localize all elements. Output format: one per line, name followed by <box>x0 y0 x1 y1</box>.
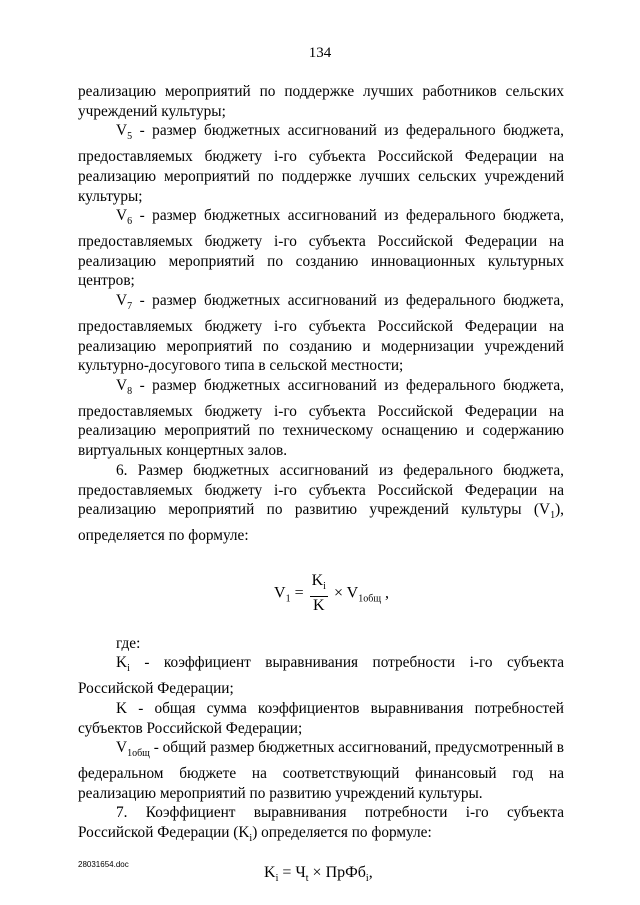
formula-lhs: K <box>264 863 276 881</box>
fraction <box>310 572 328 615</box>
numerator-symbol: K <box>311 571 324 589</box>
symbol-k: K <box>116 654 128 672</box>
subscript: i <box>323 580 326 592</box>
definition-text: - коэффициент выравнивания потребности i-го субъекта Российской Федерации; <box>78 654 564 698</box>
paragraph-text: - размер бюджетных ассигнований из федерального бюджета, предоставляемых бюджету i-го субъекта Российской Федерации на реализацию мероприятий по созданию и модернизации учреждений культурно-досугового типа в сельской местности; <box>78 292 564 375</box>
paragraph-text: 6. Размер бюджетных ассигнований из федерального бюджета, предоставляемых бюджету i-го субъекта Российской Федерации на реализацию мероприятий по развитию учреждений культуры (V <box>78 461 564 519</box>
paragraph-item-7 <box>78 803 564 848</box>
fraction-denominator: K <box>312 596 325 614</box>
symbol-v: V <box>116 292 128 310</box>
formula-equals: = <box>290 583 308 601</box>
definition-ki <box>78 653 564 698</box>
subscript: i <box>249 833 253 845</box>
symbol-v: V <box>116 739 128 757</box>
paragraph-v6 <box>78 206 564 291</box>
formula-tail: , <box>368 863 373 881</box>
subscript: 1 <box>550 510 556 522</box>
subscript: 7 <box>127 301 133 313</box>
paragraph-v5 <box>78 121 564 206</box>
subscript: i <box>275 873 279 885</box>
symbol-v: V <box>116 376 128 394</box>
subscript: 5 <box>127 131 133 143</box>
symbol-v: V <box>116 122 128 140</box>
paragraph-text: ) определяется по формуле: <box>252 824 432 842</box>
formula-rest: × ПрФб <box>308 863 366 881</box>
definition-v1obsh <box>78 738 564 803</box>
subscript: 1 <box>285 593 291 605</box>
where-label: где: <box>116 634 141 652</box>
subscript: 8 <box>127 386 133 398</box>
definition-text: - общий размер бюджетных ассигнований, предусмотренный в федеральном бюджете на соответствующий финансовый год на реализацию мероприятий по развитию учреждений культуры. <box>78 739 564 802</box>
formula-times: × V <box>329 583 359 601</box>
subscript: t <box>305 873 309 885</box>
formula-lhs: V <box>274 583 286 601</box>
formula-expression <box>264 863 373 889</box>
subscript: i <box>365 873 369 885</box>
definition-k: K - общая сумма коэффициентов выравнивания потребностей субъектов Российской Федерации; <box>78 699 564 737</box>
subscript: i <box>127 663 130 675</box>
footer-filename: 28031654.doc <box>78 860 129 869</box>
paragraph-text: - размер бюджетных ассигнований из федерального бюджета, предоставляемых бюджету i-го субъекта Российской Федерации на реализацию мероприятий по техническому оснащению и содержанию виртуальных концертных залов. <box>78 376 564 460</box>
subscript: 1общ <box>358 593 382 605</box>
formula-v1 <box>78 546 564 634</box>
paragraph-text: 7. Коэффициент выравнивания потребности i-го субъекта Российской Федерации (K <box>78 804 564 842</box>
fraction-numerator <box>310 572 328 597</box>
paragraph-item-6 <box>78 461 564 546</box>
page-number: 134 <box>308 45 332 61</box>
paragraph-text: - размер бюджетных ассигнований из федерального бюджета, предоставляемых бюджету i-го субъекта Российской Федерации на реализацию мероприятий по созданию инновационных культурных центров; <box>78 207 564 290</box>
document-body <box>78 82 564 895</box>
symbol-v: V <box>116 207 128 225</box>
paragraph-continuation: реализацию мероприятий по поддержке лучших работников сельских учреждений культуры; <box>78 83 564 120</box>
paragraph-v8 <box>78 376 564 461</box>
formula-expression <box>274 572 389 615</box>
formula-equals: = Ч <box>278 863 306 881</box>
formula-tail: , <box>381 583 390 601</box>
paragraph-text: ), определяется по формуле: <box>78 501 564 544</box>
paragraph-text: - размер бюджетных ассигнований из федерального бюджета, предоставляемых бюджету i-го субъекта Российской Федерации на реализацию мероприятий по поддержке лучших сельских учреждений культуры; <box>78 122 564 205</box>
subscript: 1общ <box>127 748 150 760</box>
paragraph-v7 <box>78 291 564 376</box>
subscript: 6 <box>127 216 133 228</box>
formula-ki <box>78 849 564 895</box>
